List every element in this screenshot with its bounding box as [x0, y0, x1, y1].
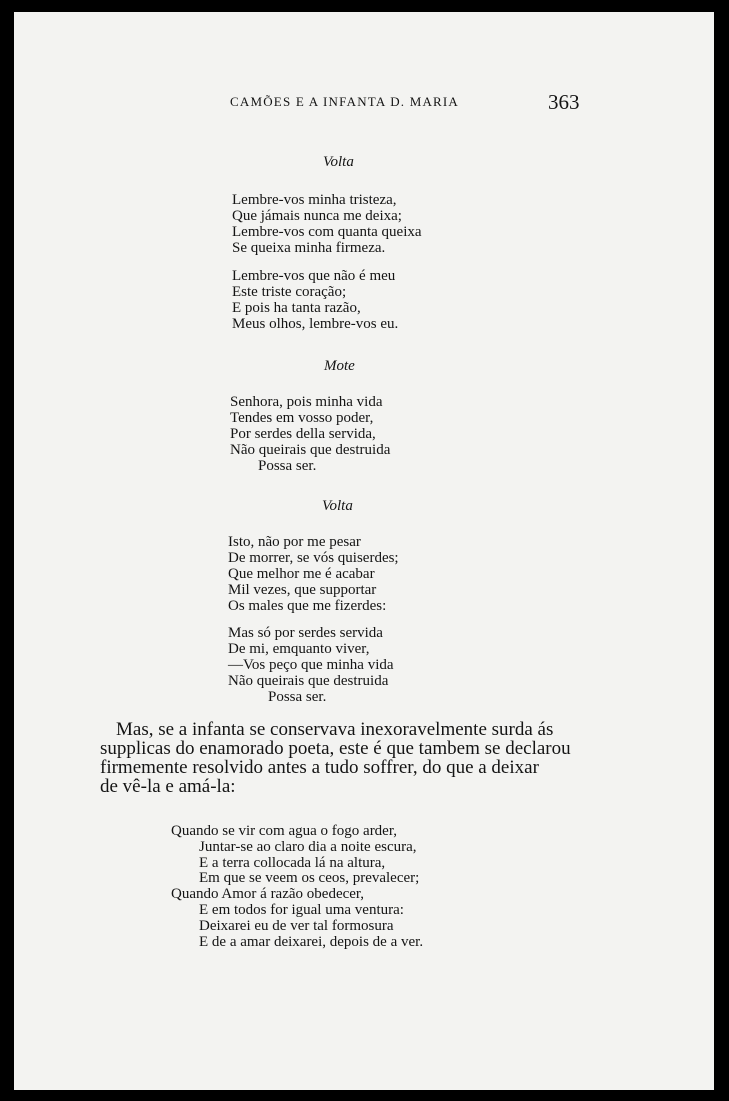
- prose-line: de vê-la e amá-la:: [100, 776, 236, 797]
- volta-stanza-2: [232, 268, 398, 332]
- sonnet-quote: [171, 824, 423, 950]
- mote-heading: Mote: [324, 358, 355, 374]
- verse-line: Que melhor me é acabar: [228, 566, 375, 582]
- quote-line: E em todos for igual uma ventura:: [199, 901, 404, 918]
- verse-line: De morrer, se vós quiserdes;: [228, 550, 399, 566]
- volta-heading: Volta: [323, 154, 354, 170]
- verse-line: —Vos peço que minha vida: [228, 657, 394, 673]
- quote-line: Quando se vir com agua o fogo arder,: [171, 823, 397, 839]
- verse-line: Mil vezes, que supportar: [228, 582, 377, 598]
- verse-line: Se queixa minha firmeza.: [232, 240, 386, 256]
- verse-line: Mas só por serdes servida: [228, 625, 383, 641]
- quote-line: Juntar-se ao claro dia a noite escura,: [199, 838, 417, 855]
- prose-line: Mas, se a infanta se conservava inexoravelmente surda ás: [116, 719, 554, 740]
- verse-line: Lembre-vos com quanta queixa: [232, 224, 422, 240]
- verse-refrain: Possa ser.: [258, 458, 317, 474]
- verse-line: Senhora, pois minha vida: [230, 394, 383, 410]
- mote-stanza: [230, 394, 390, 474]
- volta-heading: Volta: [322, 498, 353, 514]
- volta2-stanza-2: [228, 625, 394, 705]
- prose-paragraph: [100, 720, 571, 796]
- prose-line: supplicas do enamorado poeta, este é que tambem se declarou: [100, 738, 571, 759]
- prose-line: firmemente resolvido antes a tudo soffrer, do que a deixar: [100, 757, 539, 778]
- verse-line: Que jámais nunca me deixa;: [232, 208, 402, 224]
- quote-line: Deixarei eu de ver tal formosura: [199, 917, 394, 934]
- verse-line: Por serdes della servida,: [230, 426, 376, 442]
- verse-line: Lembre-vos que não é meu: [232, 268, 396, 284]
- book-page: [14, 12, 714, 1090]
- verse-line: Este triste coração;: [232, 284, 347, 300]
- volta-stanza-1: [232, 192, 422, 256]
- quote-line: E a terra collocada lá na altura,: [199, 854, 386, 871]
- verse-line: Isto, não por me pesar: [228, 534, 361, 550]
- running-title: CAMÕES E A INFANTA D. MARIA: [230, 94, 460, 109]
- verse-line: E pois ha tanta razão,: [232, 300, 361, 316]
- verse-line: Meus olhos, lembre-vos eu.: [232, 316, 399, 332]
- quote-line: Em que se veem os ceos, prevalecer;: [199, 870, 420, 887]
- page-number: 363: [548, 90, 580, 114]
- verse-line: Não queirais que destruida: [230, 442, 391, 458]
- verse-line: Tendes em vosso poder,: [230, 410, 374, 426]
- verse-line: Os males que me fizerdes:: [228, 598, 387, 614]
- volta2-stanza-1: [228, 534, 399, 614]
- verse-line: De mi, emquanto viver,: [228, 641, 370, 657]
- quote-line: Quando Amor á razão obedecer,: [171, 886, 365, 903]
- verse-line: Não queirais que destruida: [228, 673, 389, 689]
- verse-line: Lembre-vos minha tristeza,: [232, 192, 397, 208]
- quote-line: E de a amar deixarei, depois de a ver.: [199, 933, 424, 950]
- verse-refrain: Possa ser.: [268, 689, 327, 705]
